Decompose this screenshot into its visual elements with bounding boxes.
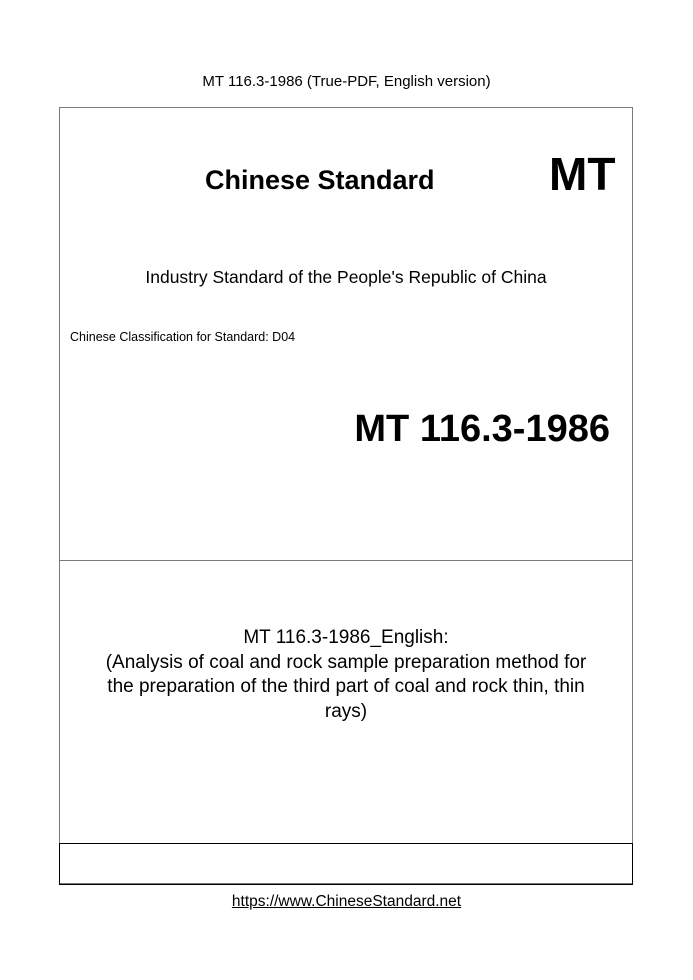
website-link[interactable]: https://www.ChineseStandard.net — [231, 893, 462, 910]
document-title-line-3: the preparation of the third part of coal and rock thin, thin — [107, 676, 585, 697]
empty-footer-box — [59, 843, 633, 885]
document-title-line-2: (Analysis of coal and rock sample preparation method for — [105, 651, 587, 673]
footer — [0, 892, 693, 912]
brand-title: Chinese Standard — [205, 165, 435, 195]
category-code: MT — [549, 148, 616, 200]
issuer-line: Industry Standard of the People's Republic of China — [145, 267, 547, 287]
standard-number: MT 116.3-1986 — [354, 408, 610, 450]
document-title-line-4: rays) — [324, 700, 368, 722]
document-title-line-1: MT 116.3-1986_English: — [243, 627, 449, 648]
page-header-caption: MT 116.3-1986 (True-PDF, English version) — [202, 73, 491, 90]
classification-line: Chinese Classification for Standard: D04 — [70, 330, 296, 344]
document-title — [60, 626, 632, 724]
section-divider — [60, 560, 632, 561]
cover-frame — [59, 107, 633, 884]
